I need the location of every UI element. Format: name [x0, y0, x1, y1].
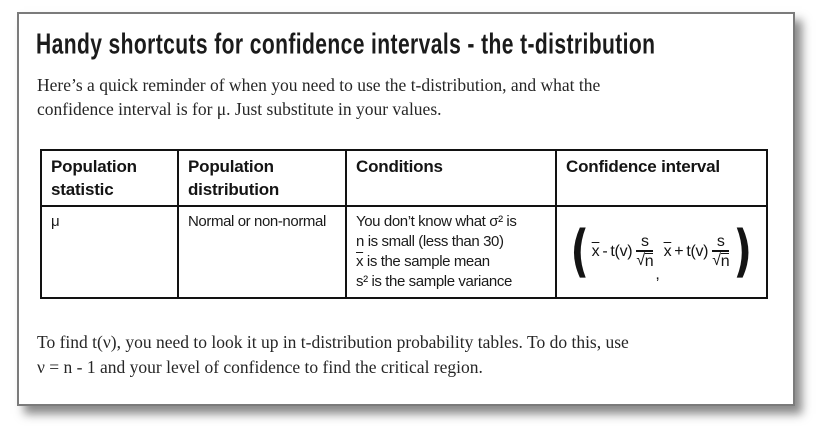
interval-comma: ,: [655, 266, 660, 283]
open-paren: (: [570, 218, 590, 284]
footer-line-1: To find t(ν), you need to look it up in t-distribution probability tables. To do this, use: [37, 332, 629, 352]
radical-sign: √: [636, 252, 645, 269]
confidence-interval-formula: [559, 207, 764, 297]
footer-line-2: ν = n - 1 and your level of confidence to find the critical region.: [37, 357, 483, 377]
cell-population-distribution: Normal or non-normal: [178, 206, 346, 298]
condition-sample-mean: $\overline{x}$ is the sample mean: [356, 253, 490, 270]
t-nu-term: t(v): [686, 243, 709, 260]
header-population-distribution: Population distribution: [178, 150, 346, 206]
t-nu-term: t(v): [610, 243, 633, 260]
cell-population-statistic: μ: [41, 206, 178, 298]
close-paren: ): [733, 218, 753, 284]
xbar-symbol: $\overline{x}$: [591, 243, 600, 260]
cell-confidence-interval: [556, 206, 767, 298]
table-data-row: [41, 206, 767, 298]
intro-paragraph: [37, 73, 677, 121]
fraction-s-over-sqrt-n: s √ n: [712, 233, 730, 270]
xbar-symbol: $\overline{x}$: [663, 243, 672, 260]
intro-line-2: confidence interval is for μ. Just substitute in your values.: [37, 99, 442, 119]
radical-sign: √: [712, 252, 721, 269]
header-confidence-interval: Confidence interval: [556, 150, 767, 206]
page-title: Handy shortcuts for confidence intervals - the t-distribution: [36, 28, 656, 60]
footer-paragraph: [37, 330, 697, 380]
condition-n-small: n is small (less than 30): [356, 233, 504, 250]
minus-operator: -: [602, 243, 608, 260]
condition-sigma-unknown: You don’t know what σ² is: [356, 213, 517, 230]
t-distribution-shortcut-table: [40, 149, 768, 299]
header-population-statistic: Population statistic: [41, 150, 178, 206]
cell-conditions: [346, 206, 556, 298]
fraction-s-over-sqrt-n: s √ n: [636, 233, 654, 270]
plus-operator: +: [674, 243, 684, 260]
xbar-symbol: $\overline{x}$: [356, 253, 364, 270]
table-header-row: [41, 150, 767, 206]
condition-sample-variance: s² is the sample variance: [356, 273, 512, 290]
book-page-card: [17, 12, 795, 406]
intro-line-1: Here’s a quick reminder of when you need to use the t-distribution, and what the: [37, 75, 601, 95]
header-conditions: Conditions: [346, 150, 556, 206]
